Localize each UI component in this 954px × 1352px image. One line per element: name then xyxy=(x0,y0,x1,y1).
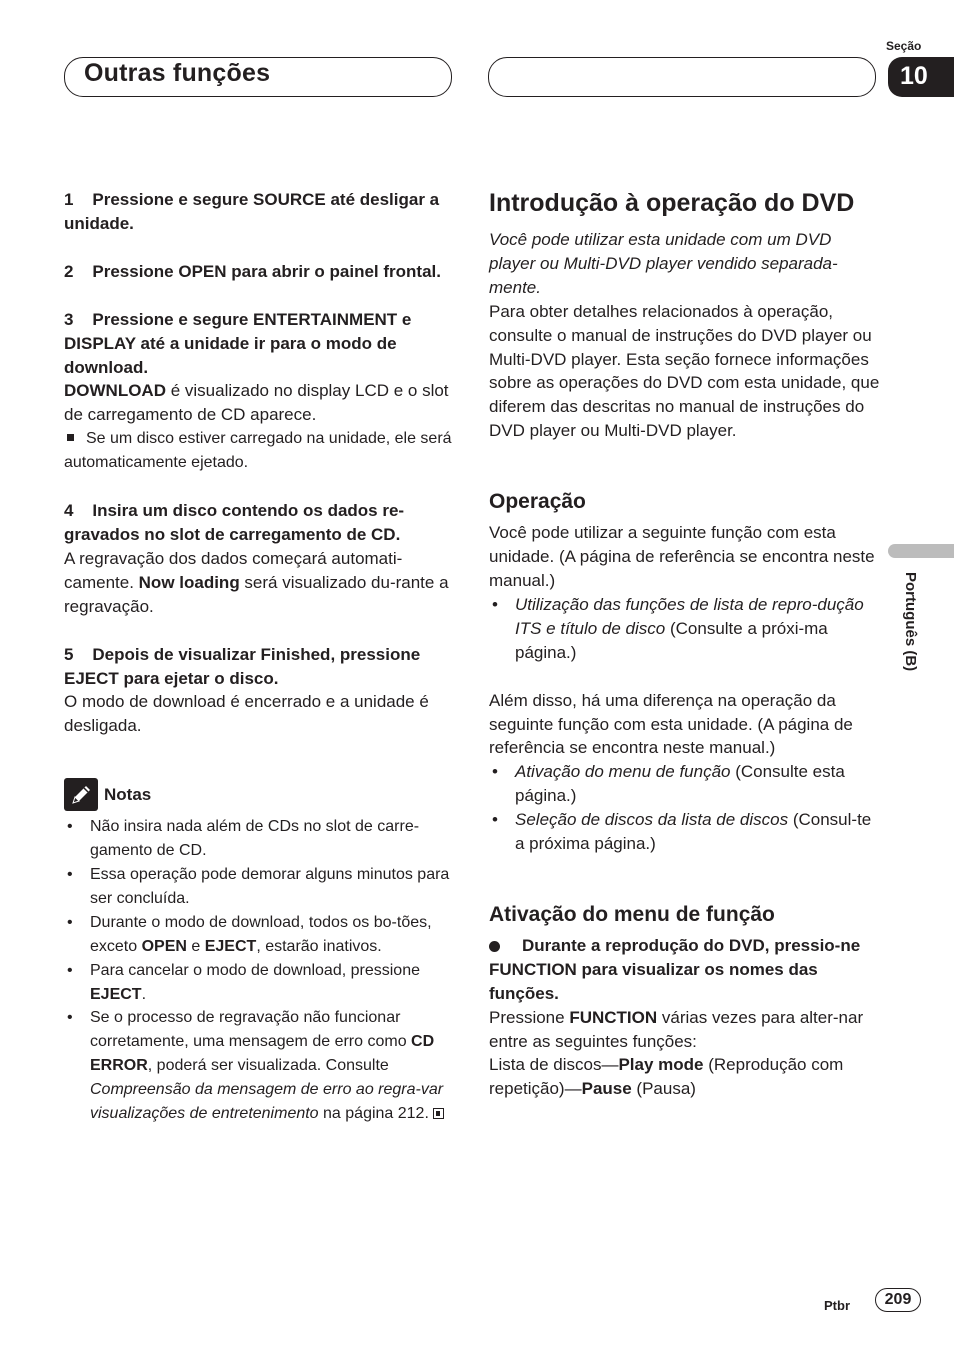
step-4: 4 Insira um disco contendo os dados re-gravados no slot de carregamento de CD. xyxy=(64,501,405,544)
side-tab-marker xyxy=(888,544,954,558)
heading-intro-dvd: Introdução à operação do DVD xyxy=(489,189,855,217)
end-of-section-icon xyxy=(433,1108,444,1119)
page-number: 209 xyxy=(875,1288,921,1312)
ativacao-function-list: Lista de discos—Play mode (Reprodução com repetição)—Pause (Pausa) xyxy=(489,1055,844,1099)
notes-title: Notas xyxy=(104,784,152,804)
side-language-label: Português (B) xyxy=(902,572,919,672)
left-column xyxy=(64,188,454,1126)
step-4-body: A regravação dos dados começará automati-camente. Now loading será visualizado du-rante a regravação. xyxy=(64,548,449,616)
step-3: 3 Pressione e segure ENTERTAINMENT e DISPLAY até a unidade ir para o modo de download. xyxy=(64,309,412,377)
intro-italic: Você pode utilizar esta unidade com um DVD player ou Multi-DVD player vendido separada-mente. xyxy=(489,230,838,297)
note-item: • Essa operação pode demorar alguns minutos para ser concluída. xyxy=(67,866,450,907)
note-item: • Se o processo de regravação não funcionar corretamente, uma mensagem de erro como CD ERROR, poderá ser visualizada. Consulte Compreensão da mensagem de erro ao regra-var visualizações de entretenimento na página 212. xyxy=(67,1009,444,1123)
section-label: Seção xyxy=(886,39,922,53)
heading-ativacao: Ativação do menu de função xyxy=(489,902,775,926)
round-bullet-icon xyxy=(489,941,500,952)
chapter-title: Outras funções xyxy=(84,59,271,87)
step-1: 1 Pressione e segure SOURCE até desligar a unidade. xyxy=(64,190,440,233)
heading-operacao: Operação xyxy=(489,490,586,514)
step-5-body: O modo de download é encerrado e a unidade é desligada. xyxy=(64,692,429,736)
ativacao-step: Durante a reprodução do DVD, pressio-ne FUNCTION para visualizar os nomes das funções. xyxy=(489,935,861,1003)
header-right-frame xyxy=(488,57,876,97)
operacao-bullet: • Ativação do menu de função (Consulte esta página.) xyxy=(492,762,845,806)
ativacao-body: Pressione FUNCTION várias vezes para alter-nar entre as seguintes funções: xyxy=(489,1007,864,1051)
pencil-note-icon xyxy=(64,778,98,811)
step-2: 2 Pressione OPEN para abrir o painel frontal. xyxy=(64,261,441,281)
operacao-bullet: • Utilização das funções de lista de repro-dução ITS e título de disco (Consulte a próxi-ma página.) xyxy=(492,594,864,662)
note-item: • Para cancelar o modo de download, pressione EJECT. xyxy=(67,961,420,1003)
footer-language-code: Ptbr xyxy=(824,1298,850,1313)
note-item: • Não insira nada além de CDs no slot de carre-gamento de CD. xyxy=(67,818,420,860)
operacao-body-2: Além disso, há uma diferença na operação da seguinte função com esta unidade. (A página de referência se encontra neste manual.) xyxy=(489,690,853,758)
section-number-badge: 10 xyxy=(888,57,954,97)
intro-body: Para obter detalhes relacionados à operação, consulte o manual de instruções do DVD player ou Multi-DVD player. Esta seção fornece informações sobre as operações do DVD com esta unidade, que diferem das descritas no manual de instruções do DVD player ou Multi-DVD player. xyxy=(489,301,880,441)
notes-header xyxy=(64,778,454,811)
operacao-bullet: • Seleção de discos da lista de discos (Consul-te a próxima página.) xyxy=(492,810,872,854)
step-5: 5 Depois de visualizar Finished, pressione EJECT para ejetar o disco. xyxy=(64,644,421,688)
operacao-body-1: Você pode utilizar a seguinte função com esta unidade. (A página de referência se encontra neste manual.) xyxy=(489,523,875,590)
step-3-body: DOWNLOAD é visualizado no display LCD e o slot de carregamento de CD aparece. xyxy=(64,381,449,425)
square-bullet-icon xyxy=(67,434,74,441)
right-column xyxy=(489,188,881,1101)
note-item: • Durante o modo de download, todos os bo-tões, exceto OPEN e EJECT, estarão inativos. xyxy=(67,913,432,955)
step-3-note: Se um disco estiver carregado na unidade, ele será automaticamente ejetado. xyxy=(64,430,452,472)
